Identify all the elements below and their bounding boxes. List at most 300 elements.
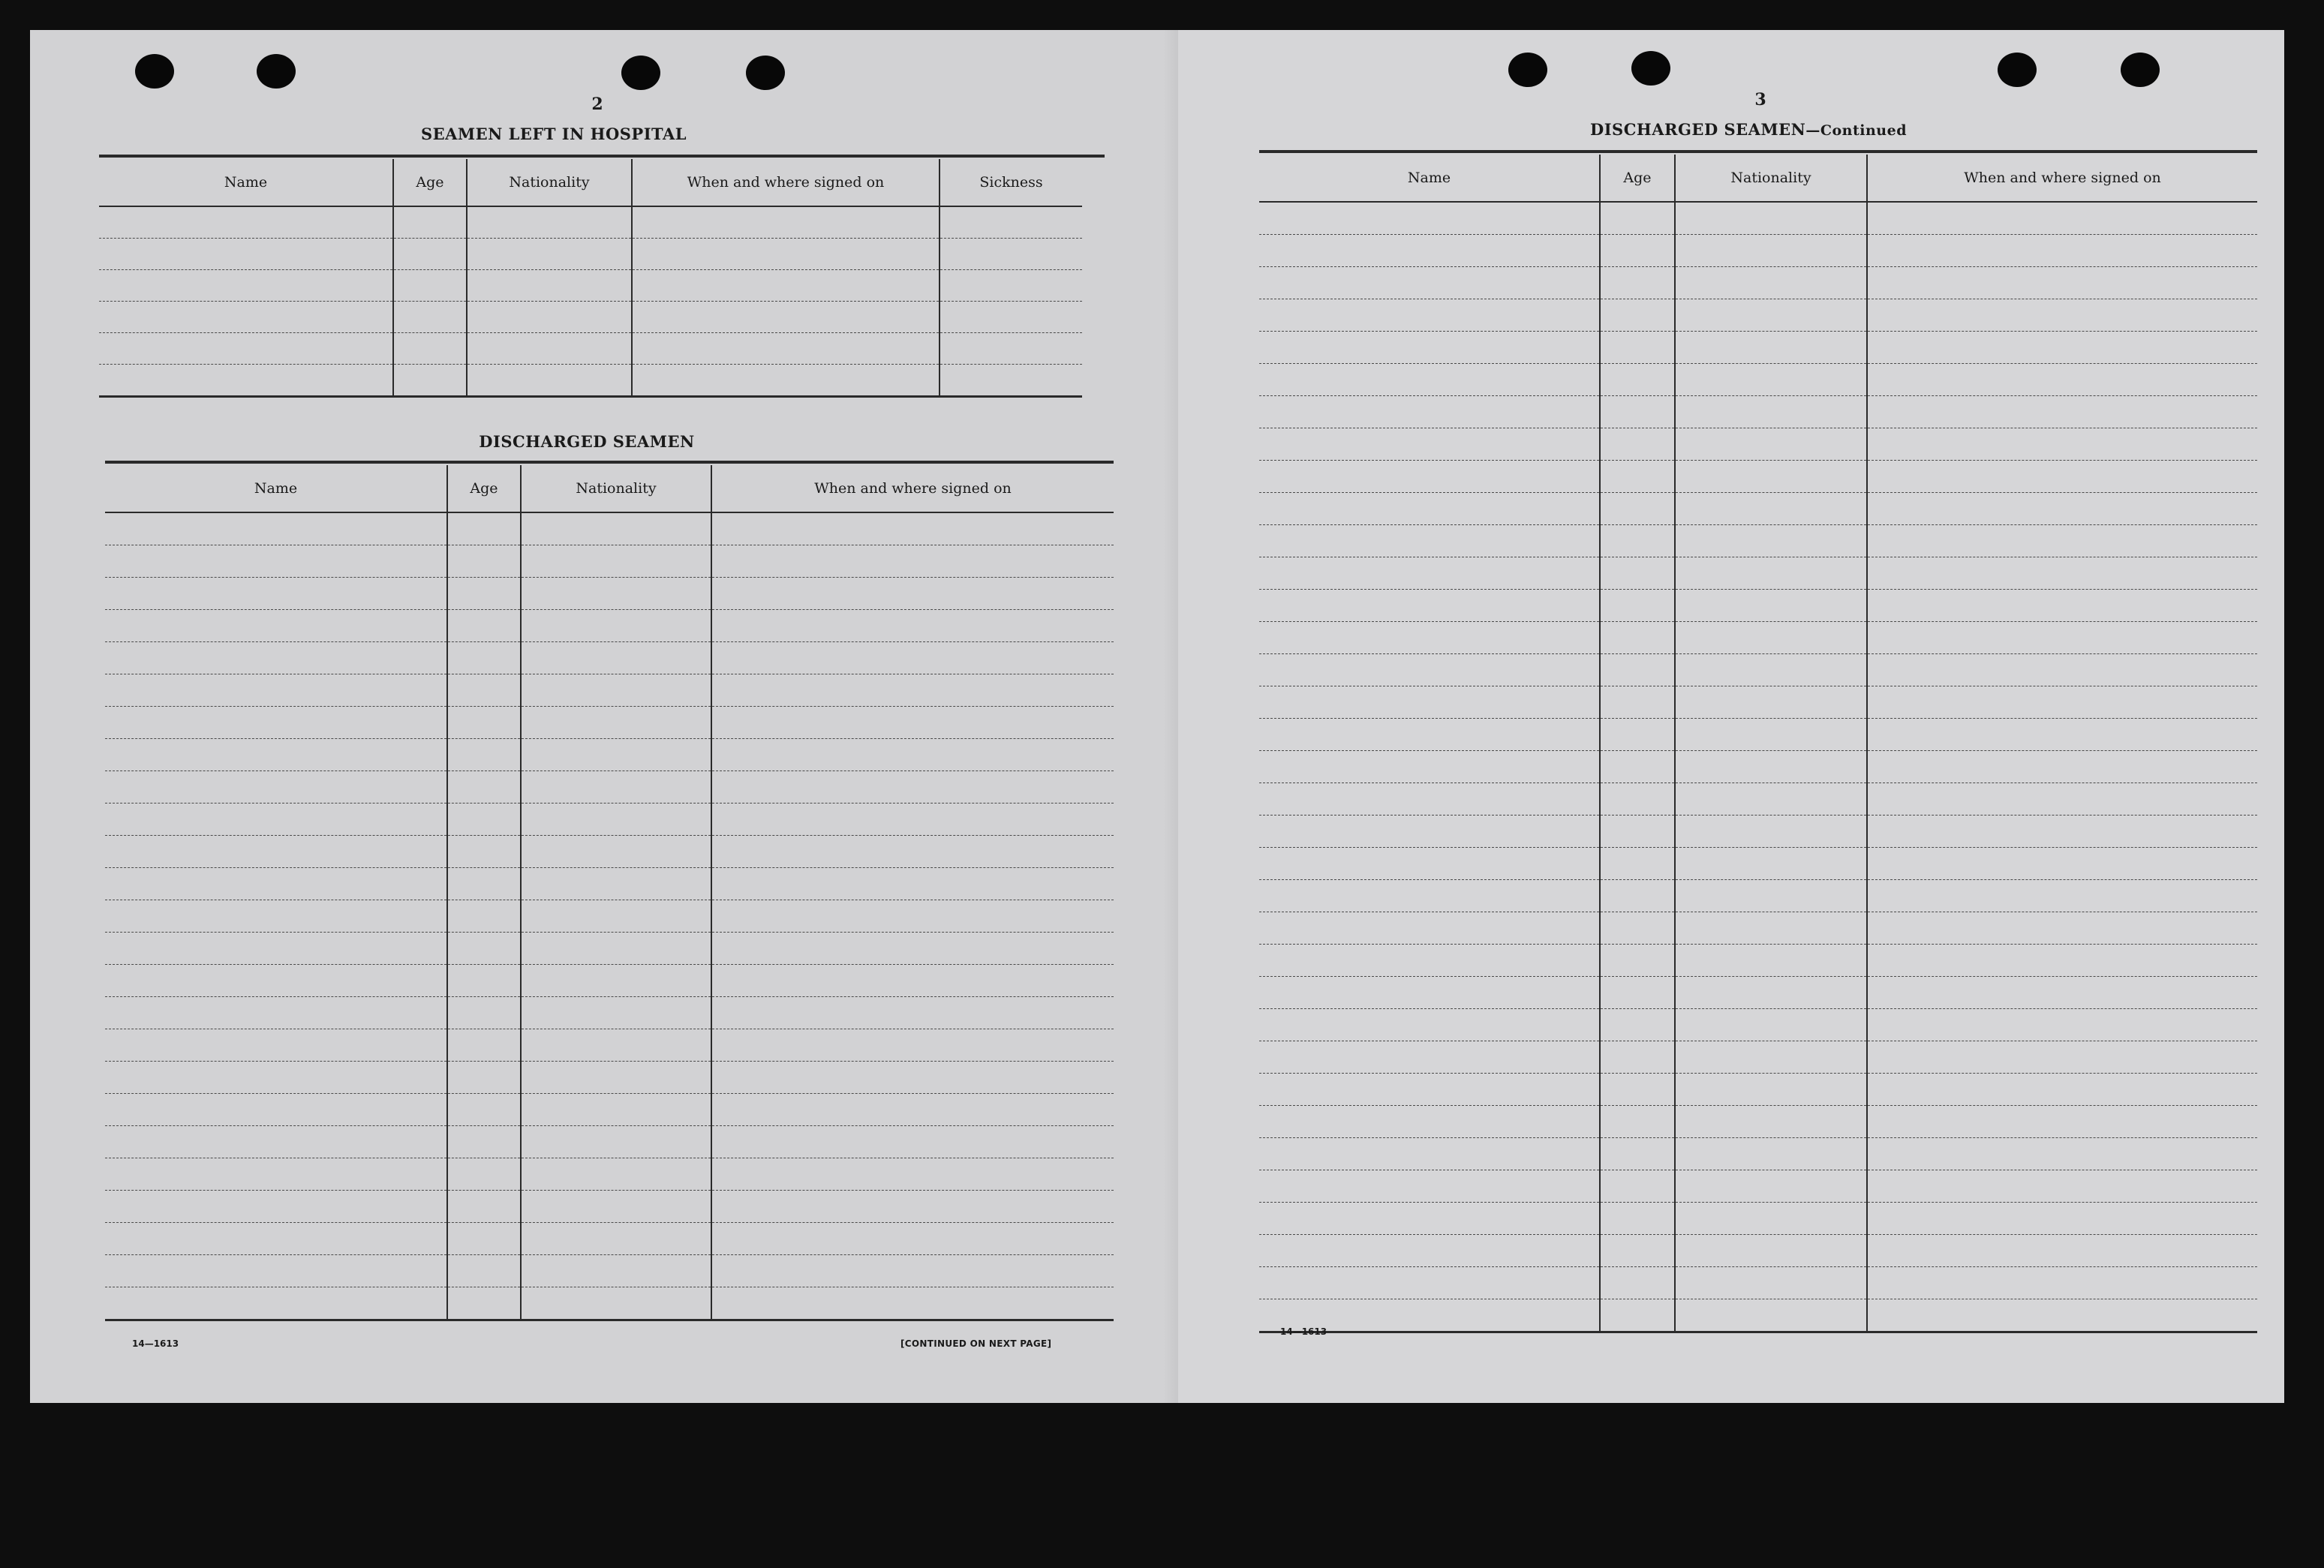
table-cell[interactable] xyxy=(1867,1299,2257,1332)
table-cell[interactable] xyxy=(1600,590,1675,622)
table-cell[interactable] xyxy=(1259,1138,1600,1170)
table-cell[interactable] xyxy=(1675,1235,1867,1267)
table-cell[interactable] xyxy=(1675,1009,1867,1041)
table-cell[interactable] xyxy=(1600,686,1675,719)
table-cell[interactable] xyxy=(1600,332,1675,364)
table-cell[interactable] xyxy=(1675,1299,1867,1332)
table-cell[interactable] xyxy=(711,1094,1114,1126)
table-cell[interactable] xyxy=(711,1287,1114,1320)
table-cell[interactable] xyxy=(99,365,393,397)
table-cell[interactable] xyxy=(521,545,711,578)
table-cell[interactable] xyxy=(99,270,393,302)
table-cell[interactable] xyxy=(105,1029,447,1062)
table-cell[interactable] xyxy=(521,739,711,771)
table-cell[interactable] xyxy=(105,610,447,642)
table-cell[interactable] xyxy=(1600,428,1675,461)
table-cell[interactable] xyxy=(1867,235,2257,267)
table-row xyxy=(105,900,1114,933)
table-cell[interactable] xyxy=(1600,751,1675,783)
table-cell[interactable] xyxy=(1600,1267,1675,1299)
table-cell[interactable] xyxy=(1600,299,1675,332)
table-cell[interactable] xyxy=(1259,977,1600,1009)
discharged-continued-title xyxy=(1553,120,1944,139)
table-cell[interactable] xyxy=(1259,557,1600,590)
table-cell[interactable] xyxy=(1675,816,1867,848)
table-cell[interactable] xyxy=(99,302,393,333)
table-cell[interactable] xyxy=(1867,299,2257,332)
table-cell[interactable] xyxy=(1867,364,2257,396)
table-cell[interactable] xyxy=(1600,880,1675,912)
table-cell[interactable] xyxy=(1259,299,1600,332)
table-cell[interactable] xyxy=(1259,654,1600,686)
table-cell[interactable] xyxy=(1600,461,1675,493)
table-cell[interactable] xyxy=(1867,1267,2257,1299)
table-cell[interactable] xyxy=(393,302,467,333)
table-cell[interactable] xyxy=(521,1094,711,1126)
table-cell[interactable] xyxy=(521,1062,711,1094)
table-cell[interactable] xyxy=(1675,912,1867,945)
table-cell[interactable] xyxy=(1259,1041,1600,1074)
column-header-signed-on: When and where signed on xyxy=(632,159,940,206)
table-cell[interactable] xyxy=(1867,977,2257,1009)
table-cell[interactable] xyxy=(1675,590,1867,622)
table-cell[interactable] xyxy=(1867,267,2257,299)
table-cell[interactable] xyxy=(711,1029,1114,1062)
table-cell[interactable] xyxy=(1867,622,2257,654)
table-cell[interactable] xyxy=(1867,332,2257,364)
table-cell[interactable] xyxy=(105,642,447,674)
table-cell[interactable] xyxy=(1675,1203,1867,1235)
table-cell[interactable] xyxy=(1675,848,1867,880)
table-cell[interactable] xyxy=(1259,751,1600,783)
table-cell[interactable] xyxy=(1600,622,1675,654)
table-cell[interactable] xyxy=(1600,1235,1675,1267)
table-cell[interactable] xyxy=(1600,719,1675,751)
table-cell[interactable] xyxy=(447,1255,521,1287)
table-cell[interactable] xyxy=(711,610,1114,642)
table-cell[interactable] xyxy=(393,365,467,397)
table-cell[interactable] xyxy=(1675,977,1867,1009)
table-cell[interactable] xyxy=(1867,428,2257,461)
table-cell[interactable] xyxy=(447,512,521,545)
table-cell[interactable] xyxy=(447,1191,521,1223)
table-cell[interactable] xyxy=(711,1223,1114,1255)
table-cell[interactable] xyxy=(1675,783,1867,816)
table-row xyxy=(1259,1170,2257,1203)
table-row xyxy=(105,771,1114,804)
table-cell[interactable] xyxy=(521,804,711,836)
table-cell[interactable] xyxy=(105,1094,447,1126)
table-row xyxy=(105,836,1114,868)
table-cell[interactable] xyxy=(1675,557,1867,590)
table-cell[interactable] xyxy=(1259,848,1600,880)
table-cell[interactable] xyxy=(447,642,521,674)
table-cell[interactable] xyxy=(1259,525,1600,557)
table-cell[interactable] xyxy=(105,836,447,868)
table-cell[interactable] xyxy=(1259,493,1600,525)
table-cell[interactable] xyxy=(711,804,1114,836)
table-cell[interactable] xyxy=(1675,654,1867,686)
table-cell[interactable] xyxy=(467,239,632,270)
table-cell[interactable] xyxy=(447,1094,521,1126)
table-cell[interactable] xyxy=(1867,1106,2257,1138)
table-cell[interactable] xyxy=(105,868,447,900)
table-row xyxy=(99,365,1082,397)
table-cell[interactable] xyxy=(447,1287,521,1320)
table-cell[interactable] xyxy=(1867,945,2257,977)
table-cell[interactable] xyxy=(1867,719,2257,751)
table-cell[interactable] xyxy=(1675,525,1867,557)
table-cell[interactable] xyxy=(1600,1203,1675,1235)
table-cell[interactable] xyxy=(1259,1074,1600,1106)
table-cell[interactable] xyxy=(1259,590,1600,622)
table-row xyxy=(1259,945,2257,977)
table-cell[interactable] xyxy=(105,1287,447,1320)
table-cell[interactable] xyxy=(711,771,1114,804)
table-cell[interactable] xyxy=(711,707,1114,739)
table-cell[interactable] xyxy=(1675,493,1867,525)
table-cell[interactable] xyxy=(105,739,447,771)
table-cell[interactable] xyxy=(1867,880,2257,912)
table-cell[interactable] xyxy=(711,1062,1114,1094)
table-cell[interactable] xyxy=(393,270,467,302)
table-cell[interactable] xyxy=(1259,622,1600,654)
table-cell[interactable] xyxy=(1675,1106,1867,1138)
table-cell[interactable] xyxy=(467,302,632,333)
table-cell[interactable] xyxy=(521,868,711,900)
table-cell[interactable] xyxy=(1675,751,1867,783)
table-row xyxy=(1259,654,2257,686)
table-cell[interactable] xyxy=(1600,654,1675,686)
table-cell[interactable] xyxy=(447,804,521,836)
table-row xyxy=(1259,622,2257,654)
table-cell[interactable] xyxy=(632,302,940,333)
table-cell[interactable] xyxy=(447,1158,521,1191)
table-cell[interactable] xyxy=(447,545,521,578)
table-cell[interactable] xyxy=(467,206,632,239)
table-cell[interactable] xyxy=(521,965,711,997)
table-row xyxy=(105,707,1114,739)
table-cell[interactable] xyxy=(940,333,1082,365)
table-cell[interactable] xyxy=(1259,1009,1600,1041)
table-cell[interactable] xyxy=(1675,1267,1867,1299)
table-cell[interactable] xyxy=(1867,654,2257,686)
table-row xyxy=(105,1223,1114,1255)
table-cell[interactable] xyxy=(1675,461,1867,493)
table-cell[interactable] xyxy=(105,1191,447,1223)
table-row xyxy=(1259,848,2257,880)
table-cell[interactable] xyxy=(1259,945,1600,977)
table-cell[interactable] xyxy=(1867,751,2257,783)
table-cell[interactable] xyxy=(1600,1299,1675,1332)
table-row xyxy=(105,868,1114,900)
table-cell[interactable] xyxy=(1600,1106,1675,1138)
table-cell[interactable] xyxy=(521,1287,711,1320)
table-cell[interactable] xyxy=(1600,557,1675,590)
table-cell[interactable] xyxy=(521,1126,711,1158)
table-cell[interactable] xyxy=(105,804,447,836)
table-cell[interactable] xyxy=(521,512,711,545)
table-cell[interactable] xyxy=(521,900,711,933)
table-cell[interactable] xyxy=(1259,461,1600,493)
table-cell[interactable] xyxy=(632,333,940,365)
table-cell[interactable] xyxy=(711,836,1114,868)
table-cell[interactable] xyxy=(711,933,1114,965)
table-cell[interactable] xyxy=(1600,1138,1675,1170)
hospital-top-rule xyxy=(99,155,1105,158)
table-cell[interactable] xyxy=(521,997,711,1029)
table-cell[interactable] xyxy=(711,965,1114,997)
table-cell[interactable] xyxy=(940,365,1082,397)
table-cell[interactable] xyxy=(1600,493,1675,525)
table-cell[interactable] xyxy=(447,610,521,642)
table-cell[interactable] xyxy=(1675,945,1867,977)
table-cell[interactable] xyxy=(1600,235,1675,267)
table-cell[interactable] xyxy=(447,771,521,804)
table-cell[interactable] xyxy=(99,333,393,365)
table-cell[interactable] xyxy=(105,512,447,545)
table-cell[interactable] xyxy=(1867,1203,2257,1235)
table-cell[interactable] xyxy=(632,365,940,397)
table-cell[interactable] xyxy=(1259,1106,1600,1138)
table-cell[interactable] xyxy=(1867,557,2257,590)
table-cell[interactable] xyxy=(447,739,521,771)
table-cell[interactable] xyxy=(447,933,521,965)
table-cell[interactable] xyxy=(447,965,521,997)
table-row xyxy=(99,270,1082,302)
table-cell[interactable] xyxy=(447,836,521,868)
table-cell[interactable] xyxy=(105,1255,447,1287)
table-cell[interactable] xyxy=(521,1223,711,1255)
table-cell[interactable] xyxy=(1867,848,2257,880)
table-cell[interactable] xyxy=(940,302,1082,333)
table-cell[interactable] xyxy=(1675,299,1867,332)
table-cell[interactable] xyxy=(1675,880,1867,912)
table-cell[interactable] xyxy=(99,206,393,239)
table-cell[interactable] xyxy=(632,270,940,302)
table-cell[interactable] xyxy=(521,1191,711,1223)
table-cell[interactable] xyxy=(1600,783,1675,816)
table-cell[interactable] xyxy=(1600,816,1675,848)
table-cell[interactable] xyxy=(447,707,521,739)
table-cell[interactable] xyxy=(467,270,632,302)
table-cell[interactable] xyxy=(1675,1041,1867,1074)
table-cell[interactable] xyxy=(711,997,1114,1029)
table-cell[interactable] xyxy=(1867,686,2257,719)
table-cell[interactable] xyxy=(393,333,467,365)
table-cell[interactable] xyxy=(1867,1041,2257,1074)
table-cell[interactable] xyxy=(711,1126,1114,1158)
table-cell[interactable] xyxy=(1600,396,1675,428)
table-cell[interactable] xyxy=(711,900,1114,933)
table-cell[interactable] xyxy=(467,333,632,365)
table-cell[interactable] xyxy=(447,1223,521,1255)
table-cell[interactable] xyxy=(447,997,521,1029)
table-cell[interactable] xyxy=(940,239,1082,270)
table-row xyxy=(1259,428,2257,461)
table-cell[interactable] xyxy=(1259,816,1600,848)
table-cell[interactable] xyxy=(1867,525,2257,557)
table-cell[interactable] xyxy=(393,239,467,270)
table-cell[interactable] xyxy=(711,868,1114,900)
table-cell[interactable] xyxy=(447,868,521,900)
table-cell[interactable] xyxy=(447,1126,521,1158)
table-cell[interactable] xyxy=(447,1029,521,1062)
table-cell[interactable] xyxy=(1867,783,2257,816)
table-cell[interactable] xyxy=(711,545,1114,578)
table-cell[interactable] xyxy=(1259,428,1600,461)
table-cell[interactable] xyxy=(1600,1074,1675,1106)
table-cell[interactable] xyxy=(521,771,711,804)
table-cell[interactable] xyxy=(1867,816,2257,848)
table-cell[interactable] xyxy=(1675,719,1867,751)
table-row xyxy=(1259,1299,2257,1332)
table-cell[interactable] xyxy=(1867,202,2257,235)
table-cell[interactable] xyxy=(105,1158,447,1191)
table-cell[interactable] xyxy=(1259,267,1600,299)
table-cell[interactable] xyxy=(1867,493,2257,525)
table-cell[interactable] xyxy=(1867,396,2257,428)
punch-hole xyxy=(257,54,296,89)
table-cell[interactable] xyxy=(447,578,521,610)
table-cell[interactable] xyxy=(1600,912,1675,945)
table-cell[interactable] xyxy=(1259,686,1600,719)
table-cell[interactable] xyxy=(105,674,447,707)
table-cell[interactable] xyxy=(711,1255,1114,1287)
table-cell[interactable] xyxy=(447,900,521,933)
table-cell[interactable] xyxy=(1600,267,1675,299)
table-cell[interactable] xyxy=(711,578,1114,610)
table-cell[interactable] xyxy=(1675,1170,1867,1203)
table-cell[interactable] xyxy=(1675,267,1867,299)
table-cell[interactable] xyxy=(105,1223,447,1255)
table-cell[interactable] xyxy=(1600,1041,1675,1074)
table-cell[interactable] xyxy=(521,933,711,965)
table-cell[interactable] xyxy=(1675,235,1867,267)
table-cell[interactable] xyxy=(1259,332,1600,364)
table-cell[interactable] xyxy=(99,239,393,270)
table-row xyxy=(105,997,1114,1029)
table-cell[interactable] xyxy=(1259,783,1600,816)
table-cell[interactable] xyxy=(632,206,940,239)
table-cell[interactable] xyxy=(1867,1009,2257,1041)
table-cell[interactable] xyxy=(1259,719,1600,751)
table-cell[interactable] xyxy=(521,578,711,610)
table-cell[interactable] xyxy=(1867,590,2257,622)
table-row xyxy=(1259,235,2257,267)
table-cell[interactable] xyxy=(1867,1235,2257,1267)
table-cell[interactable] xyxy=(1259,235,1600,267)
table-cell[interactable] xyxy=(1600,977,1675,1009)
table-cell[interactable] xyxy=(105,545,447,578)
table-cell[interactable] xyxy=(105,900,447,933)
table-cell[interactable] xyxy=(1259,396,1600,428)
table-cell[interactable] xyxy=(1600,202,1675,235)
table-cell[interactable] xyxy=(1867,912,2257,945)
table-cell[interactable] xyxy=(1675,396,1867,428)
table-cell[interactable] xyxy=(105,771,447,804)
table-cell[interactable] xyxy=(711,739,1114,771)
table-cell[interactable] xyxy=(105,933,447,965)
table-cell[interactable] xyxy=(1600,1170,1675,1203)
column-header-signed-on: When and where signed on xyxy=(711,465,1114,512)
table-cell[interactable] xyxy=(1867,461,2257,493)
table-cell[interactable] xyxy=(1259,1170,1600,1203)
table-cell[interactable] xyxy=(1675,1138,1867,1170)
table-cell[interactable] xyxy=(940,270,1082,302)
table-cell[interactable] xyxy=(105,707,447,739)
table-cell[interactable] xyxy=(1259,202,1600,235)
table-row xyxy=(105,578,1114,610)
table-cell[interactable] xyxy=(1600,945,1675,977)
table-cell[interactable] xyxy=(1675,1074,1867,1106)
table-cell[interactable] xyxy=(1867,1074,2257,1106)
table-cell[interactable] xyxy=(521,610,711,642)
table-cell[interactable] xyxy=(105,997,447,1029)
table-row xyxy=(105,739,1114,771)
table-cell[interactable] xyxy=(1600,364,1675,396)
table-cell[interactable] xyxy=(711,674,1114,707)
table-cell[interactable] xyxy=(105,965,447,997)
table-cell[interactable] xyxy=(105,578,447,610)
table-cell[interactable] xyxy=(521,674,711,707)
table-cell[interactable] xyxy=(711,642,1114,674)
table-cell[interactable] xyxy=(711,1191,1114,1223)
punch-hole xyxy=(621,56,660,90)
table-cell[interactable] xyxy=(521,707,711,739)
table-cell[interactable] xyxy=(711,512,1114,545)
table-cell[interactable] xyxy=(521,642,711,674)
table-cell[interactable] xyxy=(1675,364,1867,396)
table-row xyxy=(1259,202,2257,235)
table-cell[interactable] xyxy=(632,239,940,270)
column-header-name: Name xyxy=(1259,155,1600,202)
table-cell[interactable] xyxy=(1675,622,1867,654)
table-cell[interactable] xyxy=(521,836,711,868)
table-cell[interactable] xyxy=(1259,364,1600,396)
table-cell[interactable] xyxy=(1867,1170,2257,1203)
table-cell[interactable] xyxy=(393,206,467,239)
table-cell[interactable] xyxy=(1675,686,1867,719)
table-cell[interactable] xyxy=(1259,880,1600,912)
table-cell[interactable] xyxy=(1259,1267,1600,1299)
table-cell[interactable] xyxy=(1259,912,1600,945)
table-cell[interactable] xyxy=(1600,848,1675,880)
table-cell[interactable] xyxy=(521,1029,711,1062)
table-cell[interactable] xyxy=(467,365,632,397)
table-row xyxy=(1259,493,2257,525)
table-cell[interactable] xyxy=(105,1126,447,1158)
table-cell[interactable] xyxy=(1675,202,1867,235)
table-cell[interactable] xyxy=(1675,428,1867,461)
hospital-table xyxy=(99,159,1082,398)
table-cell[interactable] xyxy=(1600,1009,1675,1041)
table-cell[interactable] xyxy=(105,1062,447,1094)
form-code: 14—1613 xyxy=(132,1338,179,1349)
table-cell[interactable] xyxy=(940,206,1082,239)
table-cell[interactable] xyxy=(521,1255,711,1287)
table-row xyxy=(105,1029,1114,1062)
table-cell[interactable] xyxy=(1867,1138,2257,1170)
table-cell[interactable] xyxy=(447,674,521,707)
table-cell[interactable] xyxy=(1600,525,1675,557)
table-cell[interactable] xyxy=(521,1158,711,1191)
table-cell[interactable] xyxy=(1259,1203,1600,1235)
table-cell[interactable] xyxy=(447,1062,521,1094)
table-cell[interactable] xyxy=(1675,332,1867,364)
table-cell[interactable] xyxy=(711,1158,1114,1191)
table-cell[interactable] xyxy=(1259,1235,1600,1267)
